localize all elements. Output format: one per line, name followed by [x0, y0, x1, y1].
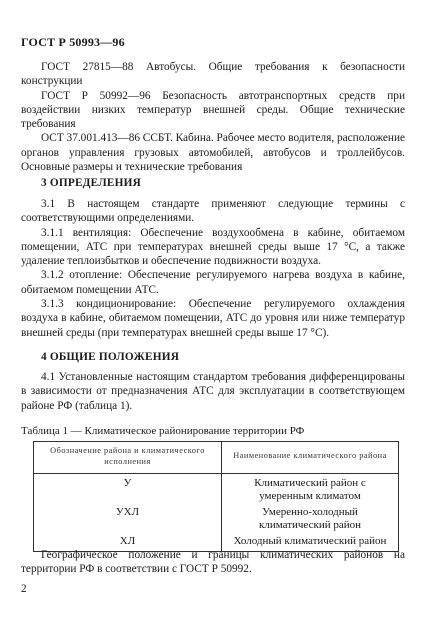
paragraph: 4.1 Установленные настоящим стандартом требования дифференцированы в зависимости от предназначения АТС для эксплуатации в соответствующем районе РФ (таблица 1). [21, 371, 405, 412]
paragraph: 3.1 В настоящем стандарте применяют следующие термины с соответствующими определениями. [21, 198, 405, 225]
section-4-body [21, 370, 405, 413]
table-caption: Таблица 1 — Климатическое районирование территории РФ [21, 425, 305, 437]
zone-name-cell: Холодный климатический район [222, 532, 399, 552]
section-3-title: 3 ОПРЕДЕЛЕНИЯ [41, 177, 141, 189]
reference-item: ГОСТ 27815—88 Автобусы. Общие требования к безопасности конструкции [21, 61, 405, 88]
paragraph: 3.1.2 отопление: Обеспечение регулируемого нагрева воздуха в кабине, обитаемом помещении АТС. [21, 269, 405, 296]
page-header: ГОСТ Р 50993—96 [21, 35, 125, 49]
zone-code-cell: ХЛ [34, 532, 222, 552]
paragraph: Географическое положение и границы климатических районов на территории РФ в соответствии с ГОСТ Р 50992. [21, 549, 405, 576]
references-block [21, 60, 405, 174]
table-header-row [34, 442, 399, 474]
section-3-body [21, 197, 405, 340]
paragraph: 3.1.1 вентиляция: Обеспечение воздухообмена в кабине, обитаемом помещении, АТС при температурах внешней среды выше 17 °С, а также удаление теплоизбытков и обеспечение подвижности воздуха. [21, 226, 405, 268]
table-row [34, 474, 399, 504]
section-4-title: 4 ОБЩИЕ ПОЛОЖЕНИЯ [41, 351, 180, 363]
climate-zones-table [33, 441, 399, 552]
page-number: 2 [21, 583, 27, 595]
zone-name-cell: Климатический район с умеренным климатом [222, 474, 399, 504]
column-header: Обозначение района и климатического исполнения [34, 442, 222, 474]
zone-name-cell: Умеренно-холодный климатический район [222, 503, 399, 532]
column-header: Наименование климатического района [222, 442, 399, 474]
table-row [34, 503, 399, 532]
reference-item: ГОСТ Р 50992—96 Безопасность автотранспортных средств при воздействии низких температур внешней среды. Общие технические требования [21, 89, 405, 131]
zone-code-cell: У [34, 474, 222, 504]
paragraph: 3.1.3 кондиционирование: Обеспечение регулируемого охлаждения воздуха в кабине, обитаемом помещении, АТС до уровня или ниже температур внешней среды (при температурах внешней среды выше 17 °С). [21, 298, 405, 339]
reference-item: ОСТ 37.001.413—86 ССБТ. Кабина. Рабочее место водителя, расположение органов управления грузовых автомобилей, автобусов и троллейбусов. Основные размеры и технические требования [21, 132, 405, 174]
closing-paragraph-block [21, 548, 405, 577]
zone-code-cell: УХЛ [34, 503, 222, 532]
